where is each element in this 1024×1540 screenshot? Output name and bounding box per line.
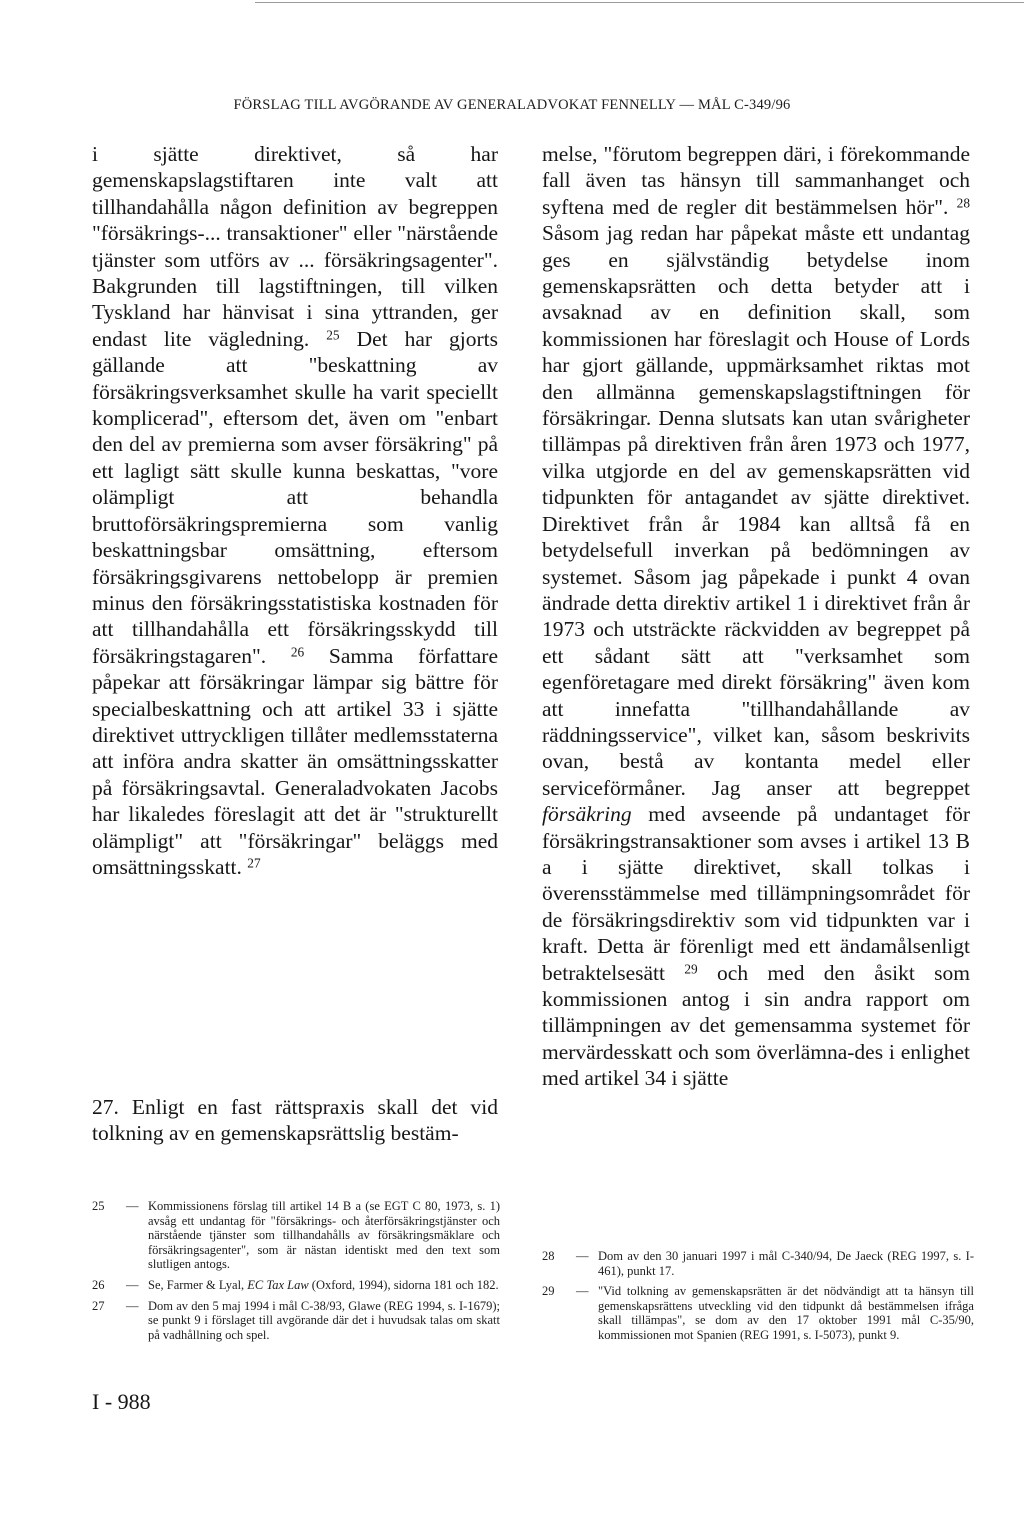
footnote-number: 26 (92, 1277, 105, 1292)
right-text-2: Såsom jag redan har påpekat måste ett undantag ges en självständig betydelse inom gemenskapsrätten och detta betyder att i avsaknad av en definition skall, som kommissionen har föreslagit och House of Lords har gjort gällande, uppmärksamhet riktas mot den allmänna gemenskapslagstiftningen för försäkringar. Denna slutsats kan utan svårigheter tillämpas på direktiven från åren 1973 och 1977, vilka utgjorde en del av gemenskapsrätten vid tidpunkten för antagandet av sjätte direktivet. Direktivet från år 1984 kan alltså få en betydelsefull inverkan på bedömningen av systemet. Såsom jag påpekade i punkt 4 ovan ändrade detta direktiv artikel 1 i direktivet från år 1973 och utsträckte räckvidden av begreppet på ett sådant sätt att "verksamhet som egenföretagare med direkt försäkring" även kom att innefatta "tillhandahållande av räddningsservice", vilket kan, såsom beskrivits ovan, bestå av kontanta medel eller serviceförmåner. Jag anser att begreppet (542, 221, 970, 800)
footnote-number: 27 (92, 1298, 105, 1313)
italic-term: försäkring (542, 802, 632, 827)
footnote-number: 29 (542, 1284, 555, 1299)
footnote-dash: — (126, 1277, 139, 1292)
footnote-text-before: Se, Farmer & Lyal, (148, 1277, 245, 1292)
footnote-ref-25[interactable]: 25 (326, 327, 340, 343)
footnote-book-title: EC Tax Law (247, 1277, 309, 1292)
right-column (542, 141, 970, 1092)
right-text-3: med avseende på undantaget för försäkringstransaktioner som avses i artikel 13 B a i sjätte direktivet, skall tolkas i överensstämmelse med tillämpningsområdet för de försäkringsdirektiv som vid tidpunkten var i kraft. Detta är förenligt med ett ändamålsenligt betraktelsesätt (542, 802, 971, 985)
footnote-ref-28[interactable]: 28 (956, 195, 970, 211)
footnote-25 (92, 1199, 500, 1272)
footnote-number: 28 (542, 1249, 555, 1263)
left-column-text (92, 141, 498, 880)
footnote-29 (542, 1284, 974, 1342)
footnote-text: Kommissionens förslag till artikel 14 B a (se EGT C 80, 1973, s. 1) avsåg ett undantag för "försäkrings- och återförsäkringstjänster och närstående tjänster som tillhandahålls av försäkringsmäklare och försäkringsagenter", som är nästan identiskt med den text som slutligen antogs. (148, 1199, 500, 1272)
footnote-dash: — (576, 1284, 589, 1299)
running-header: FÖRSLAG TILL AVGÖRANDE AV GENERALADVOKAT FENNELLY — MÅL C-349/96 (233, 97, 791, 113)
left-text-1: i sjätte direktivet, så har gemenskapslagstiftaren inte valt att tillhandahålla någon definition av begreppen "försäkrings-... transaktioner" eller "närstående tjänster som utförs av ... försäkringsagenter". Bakgrunden till lagstiftningen, till vilken Tyskland har hänvisat i sina yttranden, ger endast lite vägledning. (92, 142, 498, 351)
footnotes-right (542, 1249, 974, 1349)
left-column (92, 141, 498, 880)
left-text-3: Samma författare påpekar att försäkringar lämpar sig bättre för specialbeskattning och att artikel 33 i sjätte direktivet uttryckligen tillåter medlemsstaterna att införa andra skatter än omsättningsskatter på försäkringsavtal. Generaladvokaten Jacobs har likaledes föreslagit att det är "strukturellt olämpligt" att "försäkringar" beläggs med omsättningsskatt. (92, 643, 498, 879)
footnotes-left (92, 1199, 500, 1348)
footnote-text-after: (Oxford, 1994), sidorna 181 och 182. (311, 1277, 499, 1292)
footnote-26 (92, 1278, 500, 1293)
footnote-27 (92, 1299, 500, 1343)
footnote-number: 25 (92, 1199, 105, 1213)
footnote-dash: — (576, 1249, 589, 1263)
paragraph-27-text: 27. Enligt en fast rättspraxis skall det vid tolkning av en gemenskapsrättslig bestäm- (92, 1095, 498, 1146)
right-text-1: melse, "förutom begreppen däri, i förekommande fall även tas hänsyn till sammanhanget och syftena med de regler dit bestämmelsen hör". (542, 142, 970, 219)
paragraph-27 (92, 1094, 498, 1147)
right-text-4: och med den åsikt som kommissionen antog i sin andra rapport om tillämpningen av det gemensamma systemet för mervärdesskatt och som överlämna-des i enlighet med artikel 34 i sjätte (542, 960, 970, 1091)
footnote-dash: — (126, 1199, 139, 1213)
footnote-text: Dom av den 30 januari 1997 i mål C-340/94, De Jaeck (REG 1997, s. I-461), punkt 17. (598, 1249, 974, 1278)
footnote-ref-27[interactable]: 27 (247, 855, 261, 871)
right-column-text (542, 141, 970, 1092)
left-text-2: Det har gjorts gällande att "beskattning av försäkringsverksamhet skulle ha varit speciellt komplicerad", eftersom det, även om "enbart den del av premierna som avser försäkring" på ett lagligt sätt skulle kunna beskattas, "vore olämpligt att behandla bruttoförsäkringspremierna som vanlig beskattningsbar omsättning, eftersom försäkringsgivarens nettobelopp är premien minus den försäkringsstatistiska kostnaden för att tillhandahålla ett försäkringsskydd till försäkringstagaren". (92, 326, 498, 668)
footnote-ref-29[interactable]: 29 (684, 960, 698, 976)
footnote-ref-26[interactable]: 26 (290, 644, 305, 660)
top-rule (255, 2, 1024, 3)
footnote-dash: — (126, 1298, 139, 1313)
footnote-text: Dom av den 5 maj 1994 i mål C-38/93, Glawe (REG 1994, s. I-1679); se punkt 9 i förslaget till avgörande där det i huvudsak talas om skatt på vadhållning och spel. (148, 1298, 500, 1342)
page-number: I - 988 (92, 1389, 151, 1414)
footnote-text: "Vid tolkning av gemenskapsrätten är det nödvändigt att ta hänsyn till gemenskapsrättens utveckling vid den tidpunkt då bestämmelsen ifråga skall tillämpas", se dom av den 17 oktober 1991 mål C-35/90, kommissionen mot Spanien (REG 1991, s. I-5073), punkt 9. (598, 1284, 974, 1342)
footnote-text (148, 1278, 500, 1293)
footnote-28 (542, 1249, 974, 1278)
